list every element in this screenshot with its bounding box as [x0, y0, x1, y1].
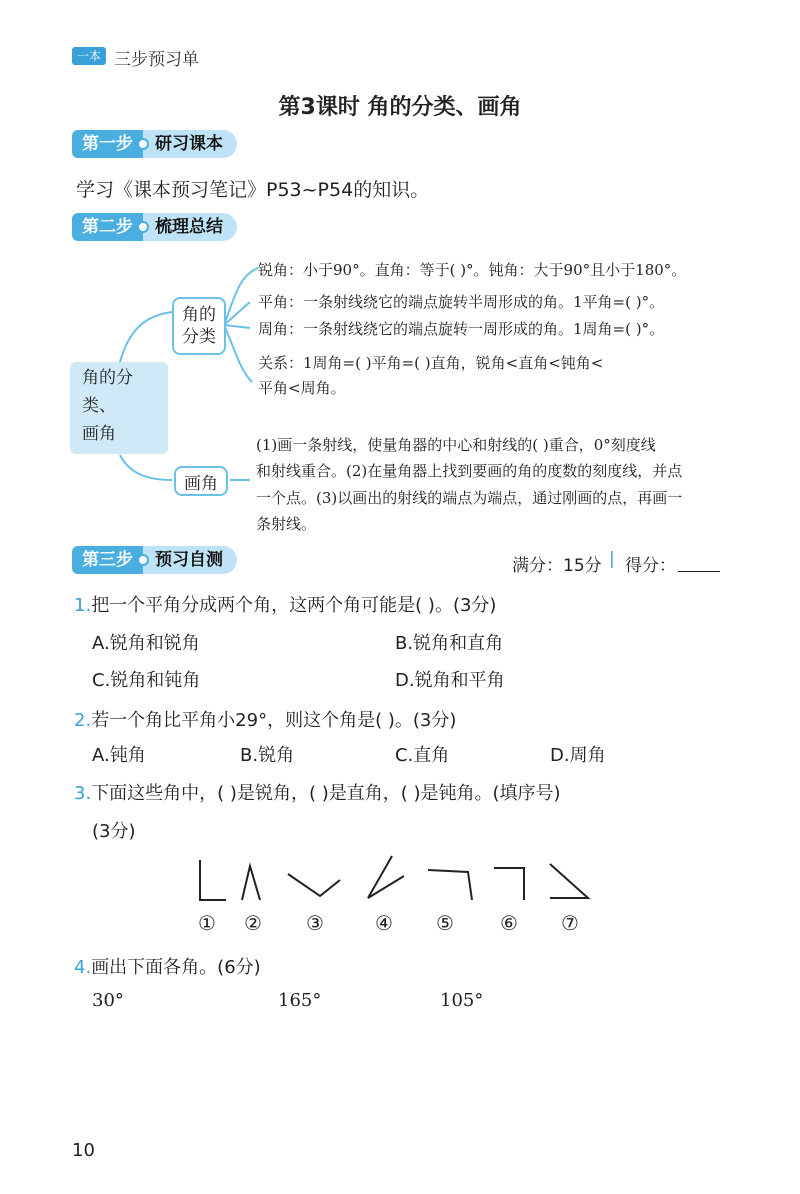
q1-option-d[interactable]: D.锐角和平角 — [395, 670, 505, 691]
q2-text: 若一个角比平角小29°，则这个角是( )。(3分) — [91, 710, 457, 731]
q2-option-d[interactable]: D.周角 — [550, 745, 606, 766]
step-dot-icon — [137, 554, 149, 566]
q3-stem — [74, 779, 561, 805]
q2-number: 2. — [74, 710, 92, 731]
q2-option-c[interactable]: C.直角 — [395, 745, 450, 766]
angle-figure-1 — [200, 860, 226, 900]
angle-figure-6 — [494, 868, 524, 900]
angle-label-2: ② — [244, 911, 262, 935]
classify-box-line: 角的 — [182, 305, 216, 325]
step1-tag: 第一步 — [72, 130, 143, 158]
lesson-title: 第3课时 角的分类、画角 — [278, 95, 522, 120]
draw-step-line: 和射线重合。(2)在量角器上找到要画的角的度数的刻度线，并点 — [256, 462, 683, 480]
draw-box-label: 画角 — [184, 473, 218, 494]
step-dot-icon — [137, 221, 149, 233]
q4-stem — [74, 953, 261, 979]
angle-figure-4 — [368, 856, 404, 898]
score-blank[interactable] — [678, 571, 720, 572]
mind-map-center — [70, 362, 168, 454]
angle-label-6: ⑥ — [500, 911, 518, 935]
q1-number: 1. — [74, 595, 92, 616]
q4-angle-30: 30° — [92, 990, 124, 1011]
q3-points: (3分) — [92, 821, 136, 842]
q2-option-b[interactable]: B.锐角 — [240, 745, 295, 766]
angle-figure-2 — [242, 866, 260, 900]
study-instruction: 学习《课本预习笔记》P53~P54的知识。 — [76, 179, 430, 201]
center-line: 角的分类、 — [82, 368, 133, 416]
q1-text: 把一个平角分成两个角，这两个角可能是( )。(3分) — [91, 595, 497, 616]
center-line: 画角 — [82, 424, 116, 444]
q4-text: 画出下面各角。(6分) — [91, 957, 261, 978]
draw-step-line: 一个点。(3)以画出的射线的端点为端点，通过刚画的点，再画一 — [256, 489, 683, 507]
page-number: 10 — [72, 1140, 95, 1161]
step2-header — [72, 213, 237, 241]
q2-stem — [74, 706, 456, 732]
q4-angle-105: 105° — [440, 990, 484, 1011]
score-got-label: 得分： — [625, 556, 676, 576]
q3-number: 3. — [74, 783, 92, 804]
classify-line-relation: 关系：1周角=( )平角=( )直角，锐角<直角<钝角< — [258, 354, 604, 372]
step2-name: 梳理总结 — [143, 213, 237, 241]
q1-option-b[interactable]: B.锐角和直角 — [395, 633, 504, 654]
step3-header — [72, 546, 237, 574]
draw-step-line: (1)画一条射线，使量角器的中心和射线的( )重合，0°刻度线 — [256, 436, 656, 454]
angle-label-3: ③ — [306, 911, 324, 935]
angle-figure-7 — [550, 864, 588, 898]
angle-label-4: ④ — [375, 911, 393, 935]
step1-header — [72, 130, 237, 158]
q1-option-a[interactable]: A.锐角和锐角 — [92, 633, 200, 654]
step3-tag: 第三步 — [72, 546, 143, 574]
angle-figure-3 — [288, 874, 340, 896]
angle-label-7: ⑦ — [561, 911, 579, 935]
classify-line-straight: 平角：一条射线绕它的端点旋转半周形成的角。1平角=( )°。 — [258, 293, 665, 311]
angle-label-5: ⑤ — [436, 911, 454, 935]
classify-line-relation-cont: 平角<周角。 — [258, 379, 346, 397]
classify-box-line: 分类 — [182, 327, 216, 347]
brand-badge: 一本 — [72, 47, 106, 65]
angle-figures — [180, 852, 620, 912]
step1-name: 研习课本 — [143, 130, 237, 158]
step-dot-icon — [137, 138, 149, 150]
step2-tag: 第二步 — [72, 213, 143, 241]
classify-line-acute: 锐角：小于90°。直角：等于( )°。钝角：大于90°且小于180°。 — [258, 261, 687, 279]
brand-text: 三步预习单 — [114, 50, 199, 70]
classify-box — [172, 297, 226, 355]
step3-name: 预习自测 — [143, 546, 237, 574]
q4-angle-165: 165° — [278, 990, 322, 1011]
q1-stem — [74, 591, 496, 617]
draw-box — [174, 466, 228, 496]
draw-step-line: 条射线。 — [256, 515, 317, 533]
angle-label-1: ① — [198, 911, 216, 935]
q1-option-c[interactable]: C.锐角和钝角 — [92, 670, 201, 691]
score-full: 满分：15分 — [512, 556, 602, 576]
q4-number: 4. — [74, 957, 92, 978]
q3-text: 下面这些角中，( )是锐角，( )是直角，( )是钝角。(填序号) — [91, 783, 561, 804]
classify-line-full: 周角：一条射线绕它的端点旋转一周形成的角。1周角=( )°。 — [258, 320, 665, 338]
angle-figure-5 — [428, 870, 472, 900]
q2-option-a[interactable]: A.钝角 — [92, 745, 146, 766]
score-separator: | — [609, 549, 615, 569]
